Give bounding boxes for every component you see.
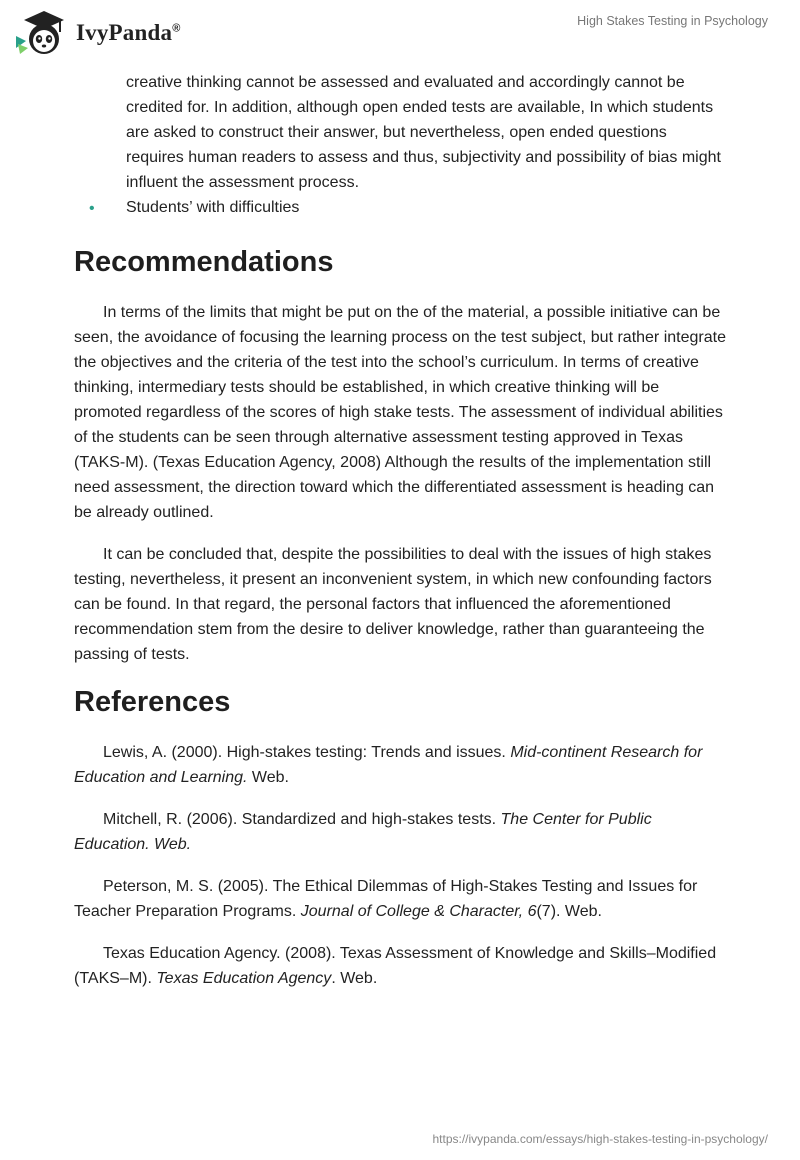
ivypanda-logo[interactable] xyxy=(14,8,181,58)
reference-entry: Lewis, A. (2000). High-stakes testing: Trends and issues. Mid-continent Research for Education and Learning. Web. xyxy=(74,744,703,786)
registered-mark: ® xyxy=(172,22,181,35)
bullet-continuation: creative thinking cannot be assessed and evaluated and accordingly cannot be credited for. In addition, although open ended tests are available, In which students are asked to construct their answer, but nevertheless, open ended questions requires human readers to assess and thus, subjectivity and possibility of bias might influent the assessment process. xyxy=(126,74,721,191)
document-title: High Stakes Testing in Psychology xyxy=(577,14,768,28)
list-item xyxy=(89,195,726,220)
reference-entry: Peterson, M. S. (2005). The Ethical Dilemmas of High-Stakes Testing and Issues for Teacher Preparation Programs. Journal of College & Character, 6(7). Web. xyxy=(74,878,698,920)
list-item-text: Students’ with difficulties xyxy=(126,199,300,216)
recommendations-paragraph-1: In terms of the limits that might be put on the of the material, a possible initiative can be seen, the avoidance of focusing the learning process on the test subject, but rather integrate the objectives and the criteria of the test into the school’s curriculum. In terms of creative thinking, intermediary tests should be established, in which creative thinking will be promoted regardless of the scores of high stake tests. The assessment of individual abilities of the students can be seen through alternative assessment testing approved in Texas (TAKS-M). (Texas Education Agency, 2008) Although the results of the implementation still need assessment, the direction toward which the differentiated assessment is heading can be already outlined. xyxy=(74,304,726,521)
recommendations-paragraph-2: It can be concluded that, despite the possibilities to deal with the issues of high stakes testing, nevertheless, it present an inconvenient system, in which new confounding factors can be found. In that regard, the personal factors that influenced the aforementioned recommendation stem from the desire to deliver knowledge, rather than guaranteeing the passing of tests. xyxy=(74,546,712,663)
reference-entry: Mitchell, R. (2006). Standardized and high-stakes tests. The Center for Public Education. Web. xyxy=(74,811,652,853)
source-url-link[interactable]: https://ivypanda.com/essays/high-stakes-testing-in-psychology/ xyxy=(432,1132,768,1146)
references-heading: References xyxy=(74,686,231,718)
recommendations-heading: Recommendations xyxy=(74,246,334,278)
reference-entry: Texas Education Agency. (2008). Texas Assessment of Knowledge and Skills–Modified (TAKS–M). Texas Education Agency. Web. xyxy=(74,945,717,987)
page-header xyxy=(0,0,800,64)
brand-name: IvyPanda® xyxy=(76,20,181,45)
panda-graduate-icon xyxy=(14,8,70,58)
bullet-dot-icon: • xyxy=(89,200,95,217)
essay-content xyxy=(74,70,726,991)
